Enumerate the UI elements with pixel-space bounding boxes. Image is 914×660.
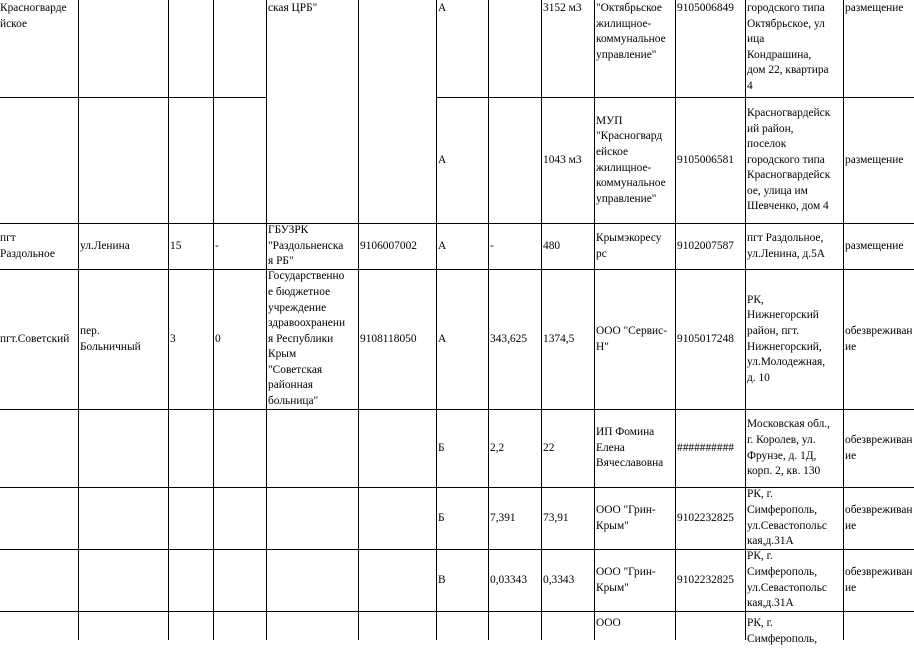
cell-receiver-address: РК, Нижнегорский район, пгт. Нижнегорский, ул.Молодежная, д. 10 [747, 293, 826, 384]
cell-inn: 9106007002 [360, 239, 417, 252]
grid-horizontal-line [168, 611, 214, 612]
grid-horizontal-line [358, 269, 437, 270]
grid-horizontal-line [675, 487, 746, 488]
grid-horizontal-line [745, 269, 844, 270]
grid-horizontal-line [675, 409, 746, 410]
cell-purpose: обезвреживание [845, 503, 913, 532]
cell-street: пер. Больничный [80, 324, 141, 353]
cell-locality: пгт.Советский [0, 332, 70, 345]
cell-volume: 1374,5 [543, 332, 575, 345]
grid-horizontal-line [594, 223, 676, 224]
grid-horizontal-line [745, 409, 844, 410]
grid-horizontal-line [78, 269, 169, 270]
grid-horizontal-line [541, 97, 595, 98]
cell-locality [0, 410, 78, 487]
grid-vertical-line [436, 0, 437, 640]
cell-volume: 1043 м3 [543, 153, 582, 166]
cell-receiver: ООО "Грин- Крым" [596, 503, 656, 532]
grid-vertical-line [594, 0, 595, 640]
cell-receiver-inn: 9102232825 [677, 511, 734, 524]
cell-street [79, 612, 168, 660]
cell-street [79, 0, 168, 97]
cell-organization [267, 488, 358, 549]
cell-house [169, 488, 213, 549]
grid-horizontal-line [745, 487, 844, 488]
cell-organization [267, 612, 358, 660]
cell-locality: Красногварде йское [0, 2, 67, 30]
cell-purpose: обезвреживание [845, 433, 913, 462]
grid-horizontal-line [843, 487, 914, 488]
grid-horizontal-line [675, 611, 746, 612]
cell-building [214, 488, 266, 549]
grid-horizontal-line [0, 223, 79, 224]
cell-receiver-inn: 9102007587 [677, 239, 734, 252]
cell-mass [489, 98, 541, 223]
cell-mass [489, 0, 541, 97]
grid-horizontal-line [488, 549, 542, 550]
cell-house [169, 0, 213, 97]
grid-horizontal-line [168, 223, 214, 224]
cell-organization [267, 550, 358, 611]
grid-horizontal-line [358, 487, 437, 488]
cell-house [169, 612, 213, 660]
cell-hazard-class [437, 612, 488, 660]
grid-horizontal-line [675, 269, 746, 270]
grid-horizontal-line [78, 487, 169, 488]
grid-horizontal-line [594, 611, 676, 612]
grid-horizontal-line [541, 487, 595, 488]
cell-organization: ГБУЗРК "Раздольненска я РБ" [268, 224, 344, 268]
grid-horizontal-line [541, 269, 595, 270]
cell-volume: 480 [543, 239, 561, 252]
cell-receiver-address: РК, г. Симферополь, ул.Севастопольс кая,д.31А [747, 550, 827, 610]
cell-locality [0, 612, 78, 660]
cell-receiver-inn: 9105006581 [677, 153, 734, 166]
grid-horizontal-line [594, 269, 676, 270]
cell-building [214, 0, 266, 97]
grid-horizontal-line [0, 487, 79, 488]
grid-horizontal-line [488, 97, 542, 98]
grid-horizontal-line [358, 611, 437, 612]
grid-horizontal-line [168, 269, 214, 270]
cell-inn [359, 488, 436, 549]
cell-building: - [215, 239, 219, 252]
cell-house [169, 98, 213, 223]
grid-horizontal-line [0, 269, 79, 270]
cell-receiver: ООО "Грин- Крым" [596, 565, 656, 594]
cell-receiver-inn: ########## [677, 441, 734, 454]
cell-receiver-inn: 9105006849 [677, 2, 734, 14]
grid-horizontal-line [745, 549, 844, 550]
grid-vertical-line [168, 0, 169, 640]
cell-purpose: размещение [845, 153, 904, 166]
cell-receiver-inn [676, 612, 745, 660]
grid-horizontal-line [594, 97, 676, 98]
cell-receiver: ООО [596, 617, 621, 629]
grid-horizontal-line [436, 611, 489, 612]
grid-horizontal-line [436, 223, 489, 224]
cell-mass: 7,391 [490, 511, 516, 524]
cell-purpose [844, 612, 913, 660]
cell-receiver: ИП Фомина Елена Вячеславовна [596, 426, 664, 470]
grid-horizontal-line [78, 223, 169, 224]
cell-house: 3 [170, 332, 176, 345]
cell-hazard-class: Б [438, 441, 445, 454]
cell-receiver-inn: 9102232825 [677, 573, 734, 586]
grid-horizontal-line [168, 409, 214, 410]
grid-horizontal-line [168, 97, 214, 98]
grid-horizontal-line [843, 269, 914, 270]
grid-horizontal-line [843, 409, 914, 410]
cell-organization [267, 410, 358, 487]
cell-mass: 2,2 [490, 441, 505, 454]
grid-horizontal-line [168, 487, 214, 488]
grid-horizontal-line [745, 97, 844, 98]
cell-hazard-class: В [438, 573, 446, 586]
grid-horizontal-line [266, 549, 359, 550]
cell-purpose: обезвреживание [845, 565, 913, 594]
cell-inn: 9108118050 [360, 332, 417, 345]
cell-building: 0 [215, 332, 221, 345]
grid-horizontal-line [266, 611, 359, 612]
grid-horizontal-line [213, 409, 267, 410]
cell-volume: 0,3343 [543, 573, 575, 586]
cell-receiver-address: Красногвардейск ий район, поселок городского типа Красногвардейск ое, улица им Шевченко, дом 4 [747, 106, 831, 213]
cell-building [214, 612, 266, 660]
grid-vertical-line [358, 0, 359, 640]
cell-receiver-inn: 9105017248 [677, 332, 734, 345]
grid-horizontal-line [266, 223, 359, 224]
grid-horizontal-line [78, 409, 169, 410]
grid-vertical-line [213, 0, 214, 640]
grid-horizontal-line [213, 487, 267, 488]
grid-horizontal-line [168, 549, 214, 550]
cell-street [79, 550, 168, 611]
grid-horizontal-line [436, 409, 489, 410]
cell-purpose: обезвреживание [845, 324, 913, 353]
cell-receiver-address: городского типа Октябрьское, ул ица Кондрашина, дом 22, квартира 4 [747, 2, 829, 92]
grid-horizontal-line [436, 269, 489, 270]
cell-purpose: размещение [845, 239, 904, 252]
cell-organization: Государственно е бюджетное учреждение здравоохранени я Республики Крым "Советская районная больница" [268, 270, 346, 408]
grid-horizontal-line [488, 269, 542, 270]
grid-horizontal-line [213, 611, 267, 612]
grid-horizontal-line [436, 97, 489, 98]
grid-horizontal-line [843, 97, 914, 98]
cell-inn [359, 550, 436, 611]
cell-building [214, 550, 266, 611]
grid-horizontal-line [541, 409, 595, 410]
cell-receiver-address: Московская обл., г. Королев, ул. Фрунзе, д. 1Д, корп. 2, кв. 130 [747, 418, 830, 478]
grid-horizontal-line [843, 549, 914, 550]
grid-horizontal-line [0, 549, 79, 550]
grid-horizontal-line [266, 269, 359, 270]
grid-horizontal-line [78, 611, 169, 612]
grid-horizontal-line [675, 549, 746, 550]
grid-horizontal-line [78, 97, 169, 98]
grid-vertical-line [266, 0, 267, 640]
cell-receiver-address: РК, г. Симферополь, ул.Севастопольс кая,д.31А [747, 488, 827, 548]
grid-horizontal-line [0, 409, 79, 410]
cell-inn [359, 0, 436, 97]
cell-house [169, 410, 213, 487]
cell-mass: 343,625 [490, 332, 528, 345]
cell-inn [359, 98, 436, 223]
grid-horizontal-line [266, 487, 359, 488]
cell-hazard-class: А [438, 332, 447, 345]
grid-horizontal-line [488, 611, 542, 612]
cell-locality [0, 98, 78, 223]
cell-locality [0, 488, 78, 549]
cell-locality [0, 550, 78, 611]
grid-horizontal-line [488, 223, 542, 224]
cell-receiver: "Октябрьское жилищное- коммунальное управление" [596, 2, 666, 61]
grid-horizontal-line [541, 611, 595, 612]
grid-horizontal-line [745, 611, 844, 612]
cell-street [79, 98, 168, 223]
grid-horizontal-line [594, 549, 676, 550]
grid-horizontal-line [358, 549, 437, 550]
cell-house [169, 550, 213, 611]
cell-hazard-class: А [438, 239, 447, 252]
grid-horizontal-line [213, 549, 267, 550]
cell-receiver-address: РК, г. Симферополь, [747, 617, 818, 645]
grid-horizontal-line [594, 409, 676, 410]
cell-mass: 0,03343 [490, 573, 528, 586]
grid-vertical-line [78, 0, 79, 640]
grid-horizontal-line [436, 487, 489, 488]
cell-hazard-class: А [438, 153, 447, 166]
grid-horizontal-line [266, 409, 359, 410]
grid-horizontal-line [78, 549, 169, 550]
cell-building [214, 98, 266, 223]
cell-organization [267, 98, 358, 223]
grid-horizontal-line [436, 549, 489, 550]
grid-horizontal-line [594, 487, 676, 488]
cell-purpose: размещение [845, 2, 904, 14]
grid-vertical-line [745, 0, 746, 640]
grid-horizontal-line [675, 97, 746, 98]
grid-vertical-line [675, 0, 676, 640]
cell-street: ул.Ленина [80, 239, 130, 252]
cell-volume: 73,91 [543, 511, 569, 524]
grid-vertical-line [843, 0, 844, 640]
grid-horizontal-line [843, 223, 914, 224]
cell-hazard-class: А [438, 2, 447, 14]
grid-horizontal-line [541, 223, 595, 224]
grid-horizontal-line [488, 487, 542, 488]
cell-house: 15 [170, 239, 182, 252]
grid-horizontal-line [213, 269, 267, 270]
cell-volume: 3152 м3 [543, 2, 582, 14]
grid-horizontal-line [358, 409, 437, 410]
grid-horizontal-line [213, 97, 267, 98]
cell-receiver: Крымэкоресу рс [596, 231, 662, 260]
cell-organization: ская ЦРБ" [268, 2, 318, 14]
grid-horizontal-line [843, 611, 914, 612]
cell-street [79, 488, 168, 549]
cell-receiver: МУП "Красногвард ейское жилищное- коммунальное управление" [596, 114, 666, 205]
cell-volume: 22 [543, 441, 555, 454]
grid-horizontal-line [358, 223, 437, 224]
cell-hazard-class: Б [438, 511, 445, 524]
grid-horizontal-line [675, 223, 746, 224]
cell-receiver: ООО "Сервис- Н" [596, 324, 667, 353]
cell-building [214, 410, 266, 487]
grid-horizontal-line [745, 223, 844, 224]
cell-locality: пгт Раздольное [0, 231, 55, 260]
grid-horizontal-line [213, 223, 267, 224]
cell-inn [359, 612, 436, 660]
grid-vertical-line [488, 0, 489, 640]
grid-horizontal-line [0, 97, 79, 98]
cell-street [79, 410, 168, 487]
grid-horizontal-line [0, 611, 79, 612]
cell-mass [489, 612, 541, 660]
cell-inn [359, 410, 436, 487]
cell-volume [542, 612, 594, 660]
grid-vertical-line [541, 0, 542, 640]
cell-mass: - [490, 239, 494, 252]
grid-horizontal-line [488, 409, 542, 410]
grid-horizontal-line [541, 549, 595, 550]
cell-receiver-address: пгт Раздольное, ул.Ленина, д.5А [747, 231, 826, 260]
